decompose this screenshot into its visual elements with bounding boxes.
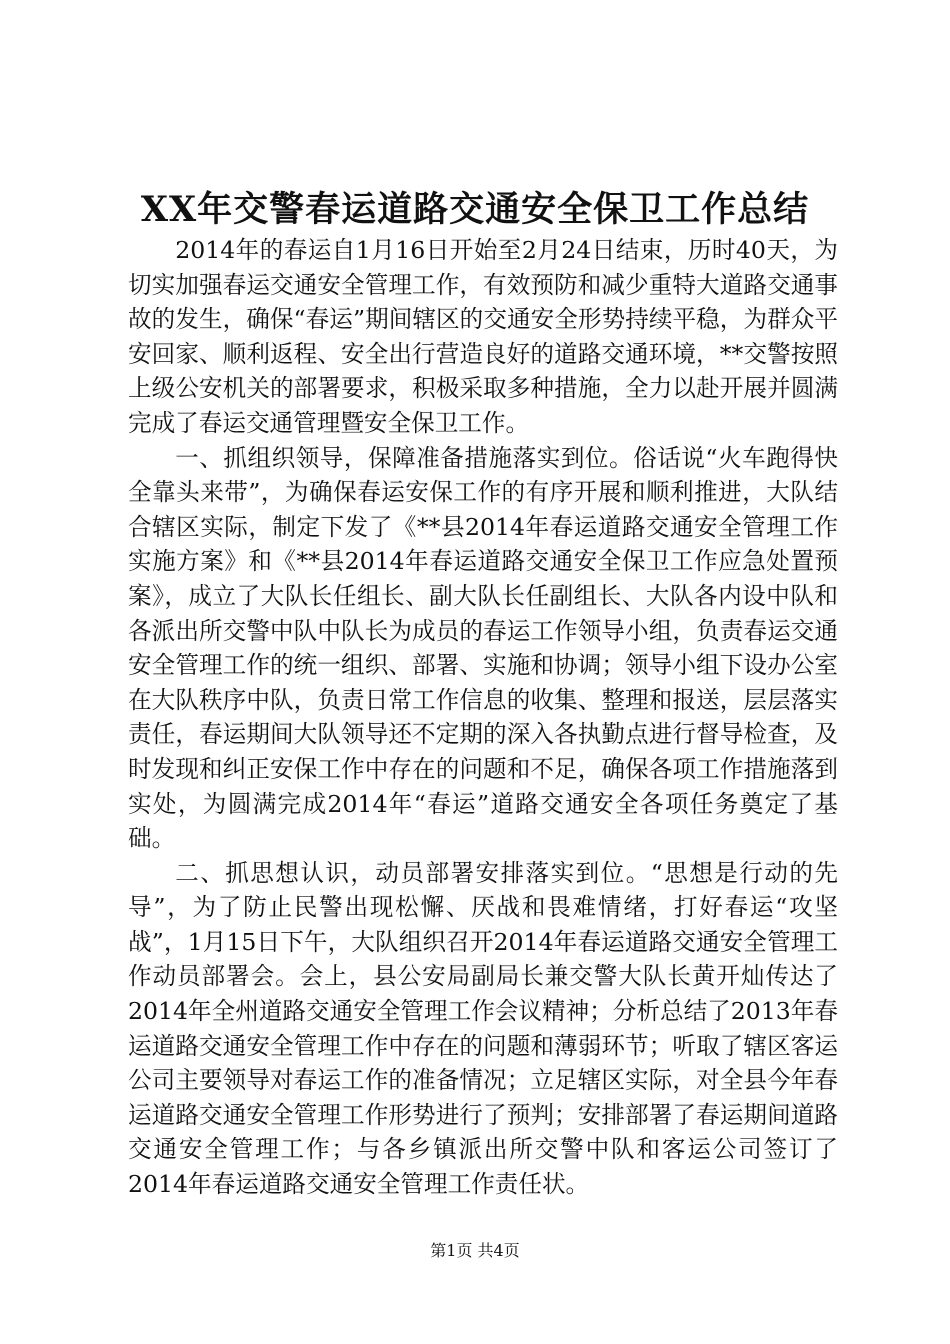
- paragraph-section-2: 二、抓思想认识，动员部署安排落实到位。“思想是行动的先导”，为了防止民警出现松懈、厌战和畏难情绪，打好春运“攻坚战”，1月15日下午，大队组织召开2014年春运道路交通安全管理工作动员部署会。会上，县公安局副局长兼交警大队长黄开灿传达了2014年全州道路交通安全管理工作会议精神；分析总结了2013年春运道路交通安全管理工作中存在的问题和薄弱环节；听取了辖区客运公司主要领导对春运工作的准备情况；立足辖区实际，对全县今年春运道路交通安全管理工作形势进行了预判；安排部署了春运期间道路交通安全管理工作；与各乡镇派出所交警中队和客运公司签订了2014年春运道路交通安全管理工作责任状。: [128, 858, 838, 1199]
- paragraph-intro: 2014年的春运自1月16日开始至2月24日结束，历时40天，为切实加强春运交通安全管理工作，有效预防和减少重特大道路交通事故的发生，确保“春运”期间辖区的交通安全形势持续平稳，为群众平安回家、顺利返程、安全出行营造良好的道路交通环境，**交警按照上级公安机关的部署要求，积极采取多种措施，全力以赴开展并圆满完成了春运交通管理暨安全保卫工作。: [128, 236, 838, 437]
- page-number-footer: 第1页 共4页: [430, 1241, 520, 1260]
- paragraph-section-1: 一、抓组织领导，保障准备措施落实到位。俗话说“火车跑得快全靠头来带”，为确保春运安保工作的有序开展和顺利推进，大队结合辖区实际，制定下发了《**县2014年春运道路交通安全管理工作实施方案》和《**县2014年春运道路交通安全保卫工作应急处置预案》，成立了大队长任组长、副大队长任副组长、大队各内设中队和各派出所交警中队中队长为成员的春运工作领导小组，负责春运交通安全管理工作的统一组织、部署、实施和协调；领导小组下设办公室在大队秩序中队，负责日常工作信息的收集、整理和报送，层层落实责任，春运期间大队领导还不定期的深入各执勤点进行督导检查，及时发现和纠正安保工作中存在的问题和不足，确保各项工作措施落到实处，为圆满完成2014年“春运”道路交通安全各项任务奠定了基础。: [128, 443, 838, 853]
- document-title: XX年交警春运道路交通安全保卫工作总结: [140, 189, 810, 230]
- document-body: [128, 233, 838, 1202]
